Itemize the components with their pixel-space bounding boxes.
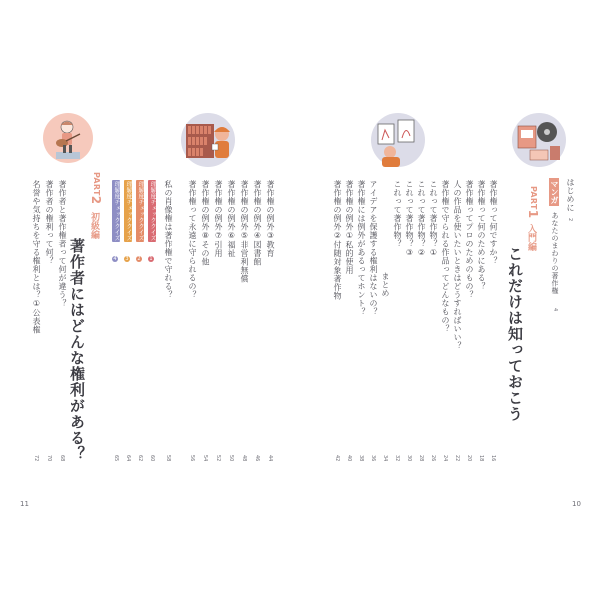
toc-page-number: 32 (394, 455, 400, 462)
toc-item[interactable]: 著作者の権利って何？ (45, 180, 54, 265)
manga-page-number: 4 (552, 308, 558, 312)
toc-item[interactable]: 著作権には例外があるってホント？ (357, 180, 366, 316)
toc-item[interactable]: 名誉や気持ちを守る権利とは？①公表権 (32, 180, 41, 334)
page-number-right: 10 (572, 500, 581, 508)
toc-page-number: 28 (418, 455, 424, 462)
toc-item[interactable]: 著作権って何のためにある？ (477, 180, 486, 291)
toc-page-number: 16 (490, 455, 496, 462)
toc-page-number: 38 (358, 455, 364, 462)
part1-number: 1 (526, 209, 540, 219)
toc-page-number: 54 (202, 455, 208, 462)
toc-page-number: 30 (406, 455, 412, 462)
toc-item[interactable]: これって著作物？ (393, 180, 402, 248)
toc-page-number: 18 (478, 455, 484, 462)
toc-page-number: 72 (33, 455, 39, 462)
toc-item[interactable]: 著作権って何ですか？ (489, 180, 498, 265)
toc-item[interactable]: 著作権の例外②付随対象著作物 (333, 180, 342, 300)
toc-page-number: 50 (228, 455, 234, 462)
part1-title: これだけは知っておこう (506, 246, 524, 422)
toc-page-number: 68 (59, 455, 65, 462)
toc-page-number: 24 (442, 455, 448, 462)
toc-page-number: 70 (46, 455, 52, 462)
toc-page-number: 40 (346, 455, 352, 462)
toc-item[interactable]: 著作権の例外⑧その他 (201, 180, 210, 266)
toc-item[interactable]: 著作権ってプロのためのもの？ (465, 180, 474, 299)
quiz-number: 4 (113, 256, 117, 262)
toc-item[interactable]: 著作権って永遠に守られるの？ (188, 180, 197, 299)
toc-page-number: 46 (254, 455, 260, 462)
toc-page-number: 65 (113, 455, 119, 462)
toc-item[interactable]: 著作権の例外①私的使用 (345, 180, 354, 275)
media-items-illustration (510, 112, 568, 168)
page-number-left: 11 (20, 500, 29, 508)
part1-subtitle: 入門編 (526, 224, 536, 251)
toc-item[interactable]: 著作権の例外⑦引用 (214, 180, 223, 258)
toc-item[interactable]: 著作権の例外③教育 (266, 180, 275, 258)
toc-page-number: 34 (382, 455, 388, 462)
toc-item[interactable]: まとめ (381, 272, 390, 298)
part2-subtitle: 初級編 (89, 212, 99, 239)
toc-item[interactable]: アイデアを保護する権利はないの？ (369, 180, 378, 316)
toc-page-number: 52 (215, 455, 221, 462)
toc-item[interactable]: 人の作品を使いたいときはどうすればいい？ (453, 180, 462, 350)
toc-item[interactable]: 私の肖像権は著作権で守れる？ (164, 180, 173, 299)
toc-item[interactable]: これって著作物？① (429, 180, 438, 258)
toc-item[interactable]: 著作者と著作権者って何が違う？ (58, 180, 67, 308)
toc-page-number: 48 (241, 455, 247, 462)
right-page (300, 0, 600, 600)
toc-item[interactable]: 著作権で守られる作品ってどんなもの？ (441, 180, 450, 333)
toc-item[interactable]: これって著作物？② (417, 180, 426, 258)
painting-viewer-illustration (370, 112, 426, 168)
toc-page-number: 56 (189, 455, 195, 462)
part1-label (524, 186, 543, 218)
toc-page-number: 62 (137, 455, 143, 462)
quiz-badge[interactable]: 理解度チェッククイズ (125, 181, 132, 241)
quiz-number: 3 (125, 256, 129, 262)
quiz-badge[interactable]: 理解度チェッククイズ (113, 181, 120, 241)
manga-title[interactable]: あなたのまわりの著作権 (551, 212, 559, 295)
toc-page-number: 58 (165, 455, 171, 462)
toc-page-number: 26 (430, 455, 436, 462)
toc-page-number: 42 (334, 455, 340, 462)
intro-title[interactable]: はじめに (566, 178, 575, 212)
toc-page-number: 20 (466, 455, 472, 462)
toc-item[interactable]: 著作権の例外⑥福祉 (227, 180, 236, 258)
part2-number: 2 (89, 195, 103, 205)
guitar-player-illustration (42, 112, 94, 164)
toc-page-number: 22 (454, 455, 460, 462)
part2-label-text: PART (92, 172, 101, 196)
toc-item[interactable]: 著作権の例外④図書館 (253, 180, 262, 266)
part2-title: 著作者にはどんな権利がある？ (68, 238, 86, 462)
toc-page-number: 44 (267, 455, 273, 462)
quiz-badge[interactable]: 理解度チェッククイズ (149, 181, 156, 241)
manga-tag: マンガ (550, 180, 559, 204)
toc-item[interactable]: 著作権の例外⑤非営利無償 (240, 180, 249, 283)
part1-label-text: PART (529, 186, 538, 210)
toc-item[interactable]: これって著作物？③ (405, 180, 414, 258)
quiz-number: 1 (149, 256, 153, 262)
toc-page-number: 64 (125, 455, 131, 462)
part2-label (87, 172, 106, 204)
bookshelf-reader-illustration (180, 112, 236, 168)
intro-page-number: 2 (567, 218, 573, 222)
toc-page-number: 60 (149, 455, 155, 462)
quiz-badge[interactable]: 理解度チェッククイズ (137, 181, 144, 241)
toc-page-number: 36 (370, 455, 376, 462)
quiz-number: 2 (137, 256, 141, 262)
